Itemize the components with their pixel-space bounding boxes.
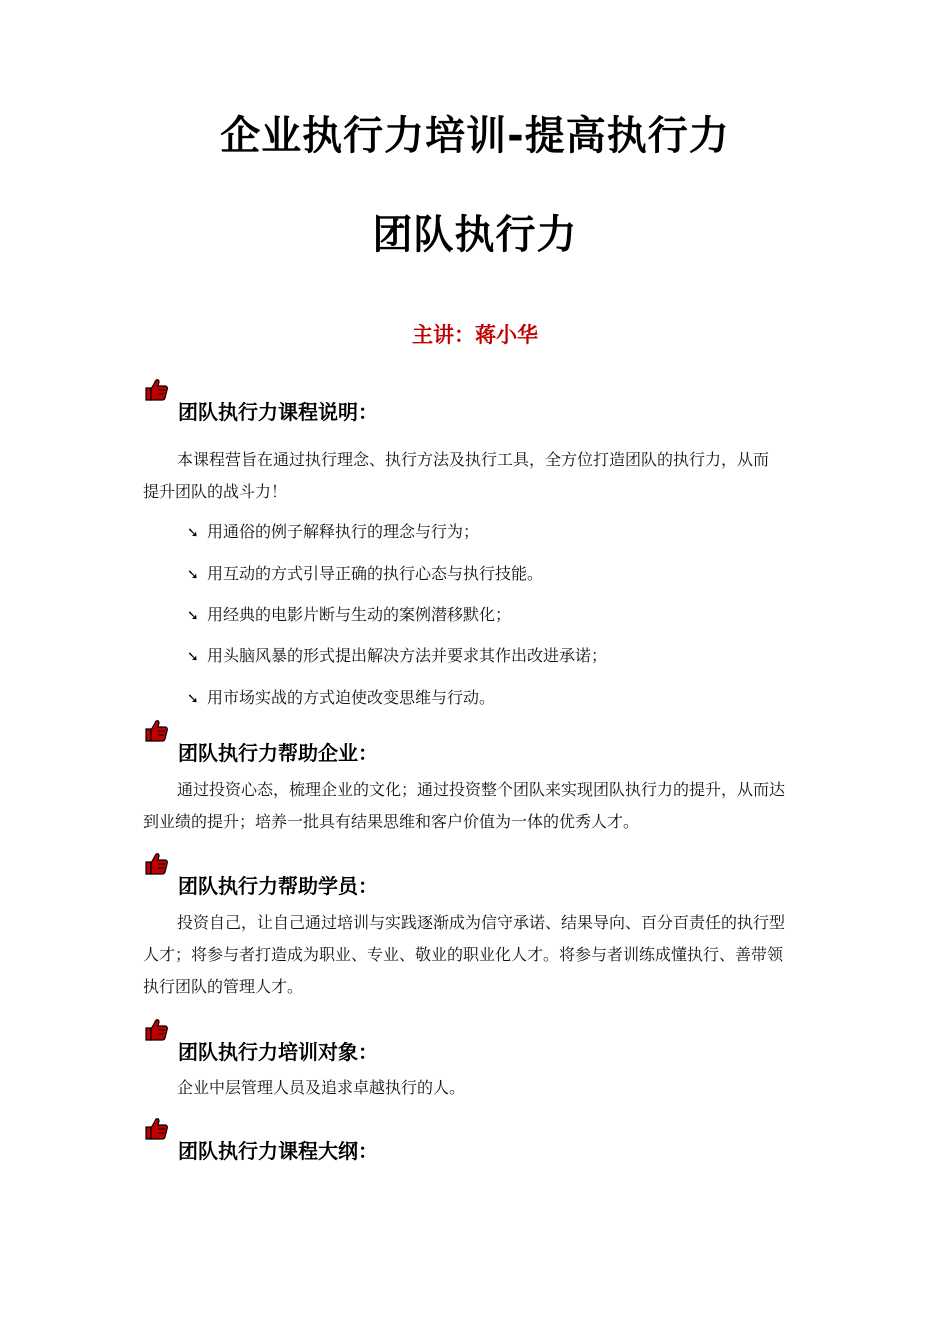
section-heading-target: 团队执行力培训对象： bbox=[178, 1040, 378, 1064]
help-company-line: 通过投资心态，梳理企业的文化；通过投资整个团队来实现团队执行力的提升，从而达 bbox=[177, 780, 786, 799]
help-students-line: 人才；将参与者打造成为职业、专业、敬业的职业化人才。将参与者训练成懂执行、善带领 bbox=[143, 945, 784, 964]
arrow-down-right-icon: ➘ bbox=[187, 525, 199, 541]
list-item: ➘ 用市场实战的方式迫使改变思维与行动。 bbox=[187, 686, 495, 710]
document-title: 企业执行力培训-提高执行力 bbox=[220, 113, 730, 159]
course-desc-line: 提升团队的战斗力！ bbox=[143, 482, 288, 501]
help-students-line: 执行团队的管理人才。 bbox=[143, 977, 304, 996]
section-heading-outline: 团队执行力课程大纲： bbox=[178, 1139, 378, 1163]
section-heading-help-company: 团队执行力帮助企业： bbox=[178, 741, 378, 765]
help-students-line: 投资自己，让自己通过培训与实践逐渐成为信守承诺、结果导向、百分百责任的执行型 bbox=[177, 913, 786, 932]
list-item: ➘ 用通俗的例子解释执行的理念与行为； bbox=[187, 520, 479, 544]
presenter-line: 主讲：蒋小华 bbox=[412, 323, 538, 347]
target-line: 企业中层管理人员及追求卓越执行的人。 bbox=[177, 1078, 466, 1097]
help-students-paragraph bbox=[143, 907, 823, 1003]
thumbs-up-icon bbox=[143, 1016, 169, 1042]
thumbs-up-icon bbox=[143, 376, 169, 402]
help-company-paragraph bbox=[143, 774, 823, 838]
document-subtitle: 团队执行力 bbox=[372, 212, 578, 258]
arrow-down-right-icon: ➘ bbox=[187, 649, 199, 665]
thumbs-up-icon bbox=[143, 717, 169, 743]
list-item: ➘ 用经典的电影片断与生动的案例潜移默化； bbox=[187, 603, 511, 627]
thumbs-up-icon bbox=[143, 1115, 169, 1141]
arrow-down-right-icon: ➘ bbox=[187, 691, 199, 707]
list-item: ➘ 用互动的方式引导正确的执行心态与执行技能。 bbox=[187, 562, 543, 586]
arrow-down-right-icon: ➘ bbox=[187, 608, 199, 624]
target-paragraph bbox=[143, 1072, 823, 1104]
course-desc-line: 本课程营旨在通过执行理念、执行方法及执行工具，全方位打造团队的执行力，从而 bbox=[177, 450, 770, 469]
help-company-line: 到业绩的提升；培养一批具有结果思维和客户价值为一体的优秀人才。 bbox=[143, 812, 640, 831]
section-heading-course-desc: 团队执行力课程说明： bbox=[178, 400, 378, 424]
arrow-down-right-icon: ➘ bbox=[187, 567, 199, 583]
course-desc-paragraph bbox=[143, 444, 823, 508]
list-item: ➘ 用头脑风暴的形式提出解决方法并要求其作出改进承诺； bbox=[187, 644, 607, 668]
section-heading-help-students: 团队执行力帮助学员： bbox=[178, 874, 378, 898]
thumbs-up-icon bbox=[143, 850, 169, 876]
